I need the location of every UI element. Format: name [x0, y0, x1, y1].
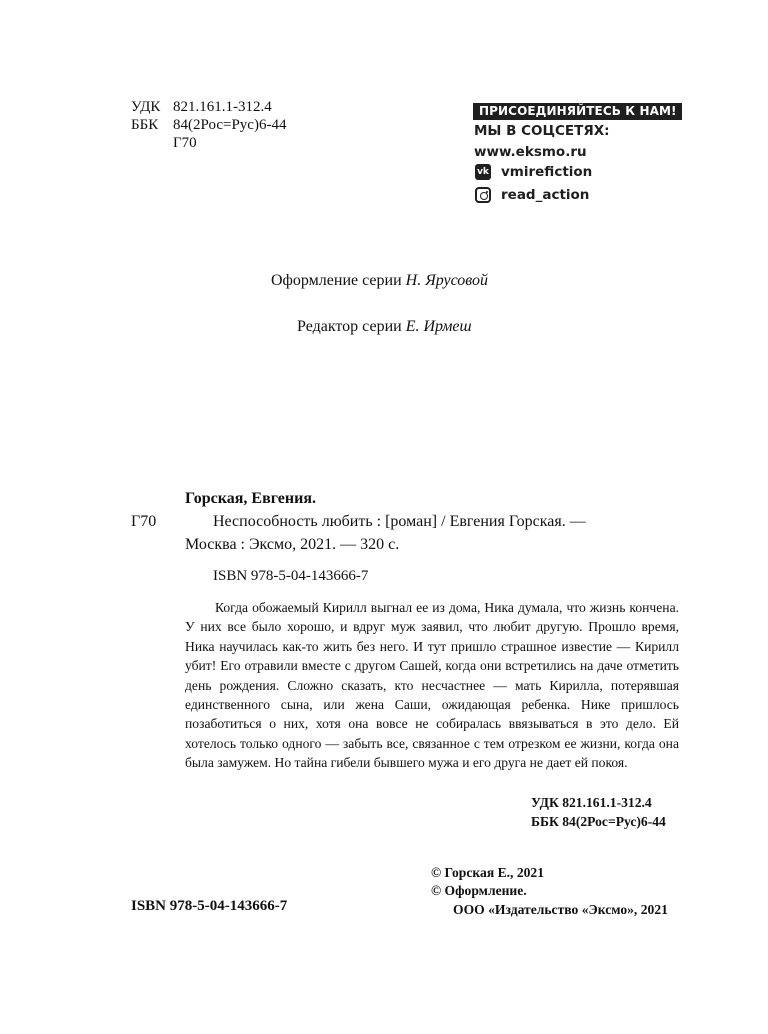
abstract-bbk: ББК 84(2Рос=Рус)6-44 — [531, 814, 666, 829]
instagram-icon — [475, 187, 491, 203]
series-editor-label: Редактор серии — [297, 318, 402, 335]
abstract-udk: УДК 821.161.1-312.4 — [531, 795, 652, 810]
entry-sign: Г70 — [131, 513, 157, 530]
series-design-credit — [271, 272, 488, 290]
instagram-handle[interactable]: read_action — [501, 187, 590, 203]
entry-isbn: ISBN 978-5-04-143666-7 — [213, 568, 369, 584]
author-sign-top: Г70 — [173, 135, 197, 151]
copyright-publisher: ООО «Издательство «Эксмо», 2021 — [453, 902, 668, 917]
udk-label: УДК — [131, 99, 161, 115]
bbk-label: ББК — [131, 117, 159, 133]
vk-handle[interactable]: vmirefiction — [501, 164, 593, 180]
entry-author: Горская, Евгения. — [185, 490, 316, 507]
copyright-author: © Горская Е., 2021 — [431, 865, 545, 880]
social-heading: МЫ В СОЦСЕТЯХ: — [474, 123, 610, 139]
isbn-bottom: ISBN 978-5-04-143666-7 — [131, 898, 288, 914]
series-editor-name: Е. Ирмеш — [405, 318, 472, 335]
vk-icon: vk — [475, 164, 491, 180]
bbk-value: 84(2Рос=Рус)6-44 — [173, 117, 287, 133]
join-us-banner: ПРИСОЕДИНЯЙТЕСЬ К НАМ! — [473, 103, 682, 120]
book-abstract: Когда обожаемый Кирилл выгнал ее из дома, Ника думала, что жизнь кончена. У них все было хорошо, и вдруг муж заявил, что любит другую. Прошло время, Ника научилась как-то жить без него. И тут пришло страшное известие — Кирилл убит! Его отравили вместе с другом Сашей, когда они встретились на даче отметить день рождения. Сложно сказать, кто несчастнее — мать Кирилла, потерявшая единственного сына, или жена Саши, ожидающая ребенка. Нике пришлось позаботиться о них, хотя она вовсе не собиралась ввязываться в это дело. Ей хотелось только одного — забыть все, связанное с тем отрезком ее жизни, когда она была замужем. Но тайна гибели бывшего мужа и его друга не дает ей покоя. — [185, 600, 679, 771]
bbk-line — [131, 116, 286, 134]
udk-value: 821.161.1-312.4 — [173, 99, 272, 115]
series-editor-credit — [297, 318, 472, 336]
entry-title-line: Неспособность любить : [роман] / Евгения Горская. — — [213, 513, 586, 530]
series-design-name: Н. Ярусовой — [405, 272, 489, 289]
website-link[interactable]: www.eksmo.ru — [474, 144, 587, 160]
entry-imprint-line: Москва : Эксмо, 2021. — 320 с. — [185, 536, 400, 553]
udk-line — [131, 98, 272, 116]
copyright-design: © Оформление. — [431, 883, 527, 898]
series-design-label: Оформление серии — [271, 272, 402, 289]
